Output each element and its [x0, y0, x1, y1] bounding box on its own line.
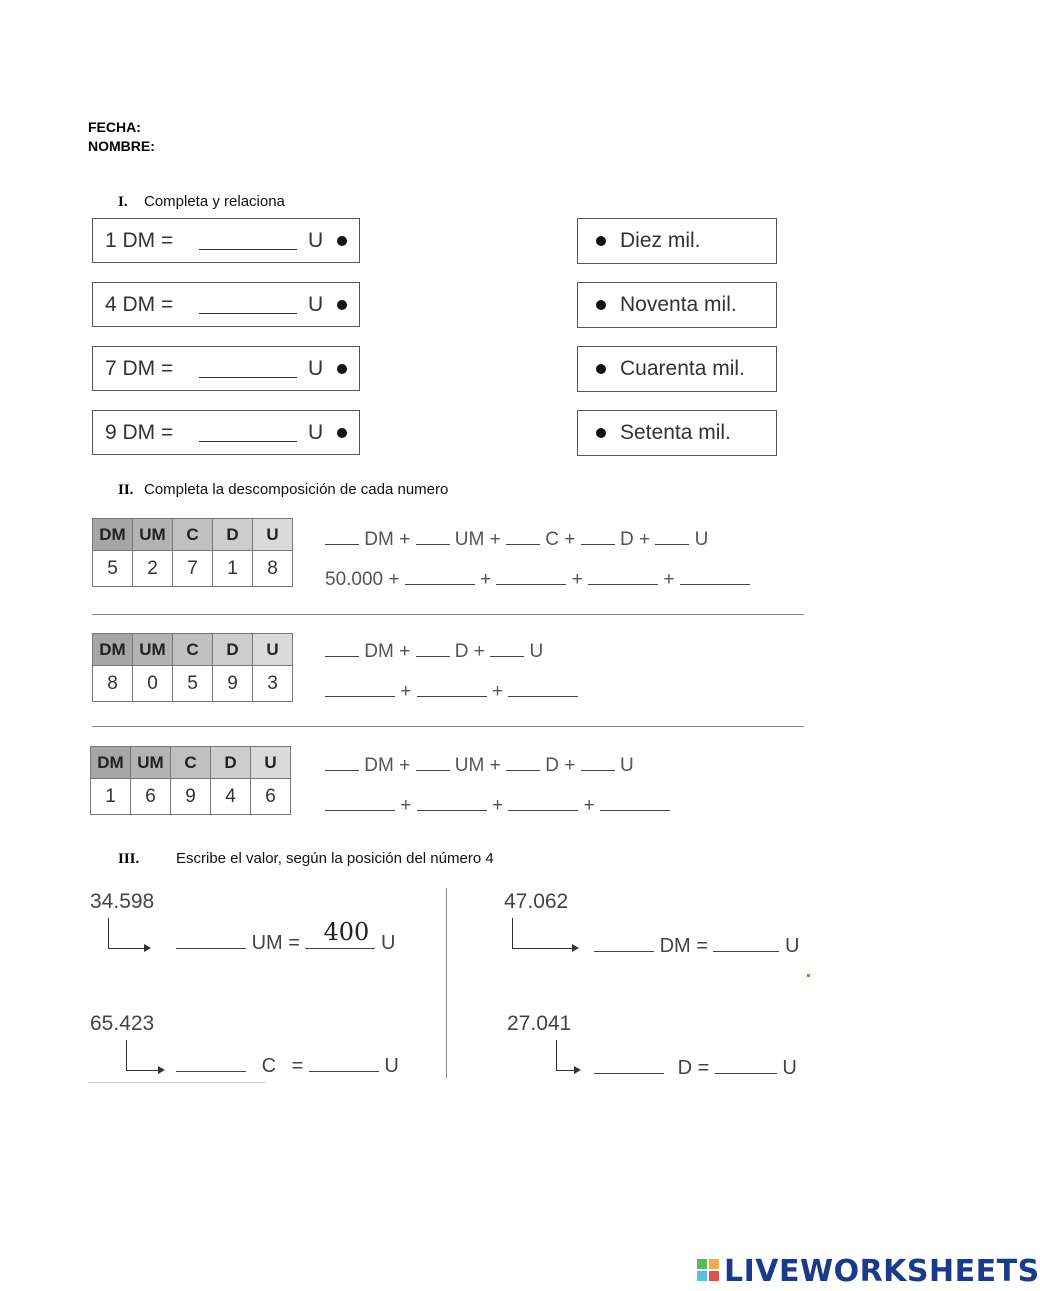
answer-blank[interactable]	[588, 568, 658, 585]
answer-blank[interactable]	[655, 528, 689, 545]
decomposition-line-3a	[325, 754, 634, 777]
term-label: U	[529, 641, 544, 662]
separator-line	[92, 614, 804, 615]
section1-title: Completa y relaciona	[144, 193, 285, 210]
plus-sign: +	[663, 569, 675, 590]
answer-blank[interactable]	[199, 249, 297, 250]
equation-lhs: 9 DM =	[105, 421, 174, 444]
arrow-line	[556, 1070, 574, 1071]
plus-sign: +	[400, 681, 412, 702]
header-cell: UM	[131, 747, 171, 779]
liveworksheets-logo-icon	[697, 1259, 719, 1281]
answer-blank[interactable]	[594, 935, 654, 952]
header-cell: D	[213, 519, 253, 551]
liveworksheets-logo: LIVEWORKSHEETS	[724, 1254, 1040, 1289]
answer-blank[interactable]	[581, 528, 615, 545]
term-label: DM +	[364, 641, 411, 662]
handwritten-answer: 400	[323, 918, 370, 946]
word-box-3	[577, 346, 777, 392]
unit-label: U	[785, 935, 800, 957]
number-65423: 65.423	[90, 1012, 155, 1035]
answer-blank[interactable]	[506, 754, 540, 771]
answer-blank[interactable]	[490, 640, 524, 657]
arrow-stem	[126, 1040, 127, 1070]
word-box-1	[577, 218, 777, 264]
answer-blank[interactable]	[199, 377, 297, 378]
equation-lhs: 4 DM =	[105, 293, 174, 316]
digit-cell: 8	[93, 666, 133, 702]
plus-sign: +	[491, 795, 504, 816]
orange-dot	[807, 974, 810, 977]
answer-blank[interactable]	[325, 794, 395, 811]
plus-sign: +	[480, 569, 492, 590]
header-cell: C	[173, 519, 213, 551]
unit-label: UM =	[251, 932, 300, 954]
answer-blank[interactable]	[416, 640, 450, 657]
answer-blank[interactable]	[713, 935, 779, 952]
word-box-2	[577, 282, 777, 328]
unit-label: DM =	[659, 935, 708, 957]
header-cell: UM	[133, 634, 173, 666]
answer-field[interactable]	[305, 918, 375, 949]
answer-blank[interactable]	[508, 794, 578, 811]
arrow-head-icon	[158, 1066, 165, 1074]
faint-line	[88, 1082, 266, 1083]
equation-box-1	[92, 218, 360, 263]
answer-blank[interactable]	[325, 640, 359, 657]
place-value-table-2	[92, 633, 293, 702]
answer-blank[interactable]	[417, 680, 487, 697]
word-label: Cuarenta mil.	[620, 357, 745, 380]
arrow-line	[126, 1070, 158, 1071]
digit-cell: 1	[91, 779, 131, 815]
answer-blank[interactable]	[199, 441, 297, 442]
answer-blank[interactable]	[594, 1057, 664, 1074]
equals-sign: =	[291, 1055, 304, 1077]
arrow-stem	[108, 918, 109, 948]
digit-cell: 4	[211, 779, 251, 815]
header-cell: DM	[93, 519, 133, 551]
unit-label: U	[782, 1057, 797, 1079]
section2-roman: II.	[118, 482, 134, 498]
decomposition-line-1a	[325, 528, 708, 551]
decomposition-line-3b	[325, 794, 670, 817]
term-label: UM +	[454, 529, 501, 550]
unit-label: U	[381, 932, 396, 954]
answer-blank[interactable]	[325, 680, 395, 697]
arrow-line	[512, 948, 572, 949]
nombre-label: NOMBRE:	[88, 138, 155, 154]
arrow-head-icon	[574, 1066, 581, 1074]
section3-roman: III.	[118, 851, 140, 867]
match-dot[interactable]	[337, 364, 347, 374]
section2-title: Completa la descomposición de cada numero	[144, 481, 449, 498]
equation-unit: U	[308, 293, 324, 316]
equation-box-4	[92, 410, 360, 455]
answer-blank[interactable]	[325, 528, 359, 545]
arrow-line	[108, 948, 144, 949]
match-dot[interactable]	[337, 300, 347, 310]
answer-blank[interactable]	[715, 1057, 777, 1074]
value-row-1	[176, 918, 396, 955]
digit-cell: 5	[93, 551, 133, 587]
column-divider	[446, 888, 447, 1078]
digit-cell: 9	[213, 666, 253, 702]
answer-blank[interactable]	[496, 568, 566, 585]
answer-blank[interactable]	[416, 528, 450, 545]
answer-blank[interactable]	[405, 568, 475, 585]
word-label: Noventa mil.	[620, 293, 737, 316]
plus-sign: +	[583, 795, 595, 816]
plus-sign: +	[571, 569, 583, 590]
header-cell: D	[211, 747, 251, 779]
answer-blank[interactable]	[680, 568, 750, 585]
digit-cell: 1	[213, 551, 253, 587]
term-label: D +	[619, 529, 651, 550]
term-label: DM +	[364, 529, 411, 550]
value-row-2	[594, 935, 799, 958]
digit-cell: 3	[253, 666, 293, 702]
value-row-3	[176, 1055, 399, 1078]
arrow-head-icon	[572, 944, 579, 952]
answer-blank[interactable]	[176, 1055, 246, 1072]
answer-blank[interactable]	[581, 754, 615, 771]
number-47062: 47.062	[504, 890, 569, 913]
arrow-head-icon	[144, 944, 151, 952]
term-label: UM +	[454, 755, 501, 776]
decomposition-line-2b	[325, 680, 578, 703]
term-label: D +	[545, 755, 576, 776]
digit-cell: 2	[133, 551, 173, 587]
value-row-4	[594, 1057, 797, 1080]
header-cell: D	[213, 634, 253, 666]
answer-blank[interactable]	[506, 528, 540, 545]
unit-label: D =	[677, 1057, 710, 1079]
answer-blank[interactable]	[417, 794, 487, 811]
header-cell: C	[171, 747, 211, 779]
plus-sign: +	[400, 795, 412, 816]
equation-lhs: 1 DM =	[105, 229, 174, 252]
answer-blank[interactable]	[600, 794, 670, 811]
digit-cell: 5	[173, 666, 213, 702]
fecha-label: FECHA:	[88, 119, 141, 135]
arrow-stem	[556, 1040, 557, 1070]
term-label: D +	[454, 641, 485, 662]
term-label: U	[619, 755, 634, 776]
equation-box-3	[92, 346, 360, 391]
unit-label: U	[384, 1055, 399, 1077]
match-dot[interactable]	[596, 300, 606, 310]
decomposition-line-1b	[325, 568, 750, 591]
arrow-stem	[512, 918, 513, 948]
word-box-4	[577, 410, 777, 456]
answer-blank[interactable]	[176, 932, 246, 949]
decomposition-line-2a	[325, 640, 543, 663]
digit-cell: 9	[171, 779, 211, 815]
header-cell: DM	[93, 634, 133, 666]
term-label: 50.000 +	[325, 569, 400, 590]
section1-roman: I.	[118, 194, 128, 210]
match-dot[interactable]	[596, 428, 606, 438]
match-dot[interactable]	[337, 428, 347, 438]
plus-sign: +	[491, 681, 504, 702]
separator-line	[92, 726, 804, 727]
header-cell: UM	[133, 519, 173, 551]
equation-unit: U	[308, 357, 324, 380]
answer-blank[interactable]	[325, 754, 359, 771]
match-dot[interactable]	[337, 236, 347, 246]
equation-unit: U	[308, 421, 324, 444]
answer-blank[interactable]	[309, 1055, 379, 1072]
header-cell: C	[173, 634, 213, 666]
match-dot[interactable]	[596, 364, 606, 374]
header-cell: U	[251, 747, 291, 779]
header-cell: U	[253, 519, 293, 551]
digit-cell: 6	[251, 779, 291, 815]
match-dot[interactable]	[596, 236, 606, 246]
number-27041: 27.041	[507, 1012, 572, 1035]
digit-cell: 8	[253, 551, 293, 587]
term-label: DM +	[364, 755, 411, 776]
answer-blank[interactable]	[199, 313, 297, 314]
place-value-table-1	[92, 518, 293, 587]
term-label: C +	[545, 529, 576, 550]
term-label: U	[694, 529, 709, 550]
equation-unit: U	[308, 229, 324, 252]
word-label: Setenta mil.	[620, 421, 731, 444]
header-cell: U	[253, 634, 293, 666]
unit-label: C	[261, 1055, 277, 1077]
digit-cell: 6	[131, 779, 171, 815]
number-34598: 34.598	[90, 890, 155, 913]
digit-cell: 0	[133, 666, 173, 702]
equation-box-2	[92, 282, 360, 327]
equation-lhs: 7 DM =	[105, 357, 174, 380]
section3-title: Escribe el valor, según la posición del número 4	[176, 850, 494, 867]
answer-blank[interactable]	[416, 754, 450, 771]
answer-blank[interactable]	[508, 680, 578, 697]
place-value-table-3	[90, 746, 291, 815]
header-cell: DM	[91, 747, 131, 779]
word-label: Diez mil.	[620, 229, 701, 252]
digit-cell: 7	[173, 551, 213, 587]
